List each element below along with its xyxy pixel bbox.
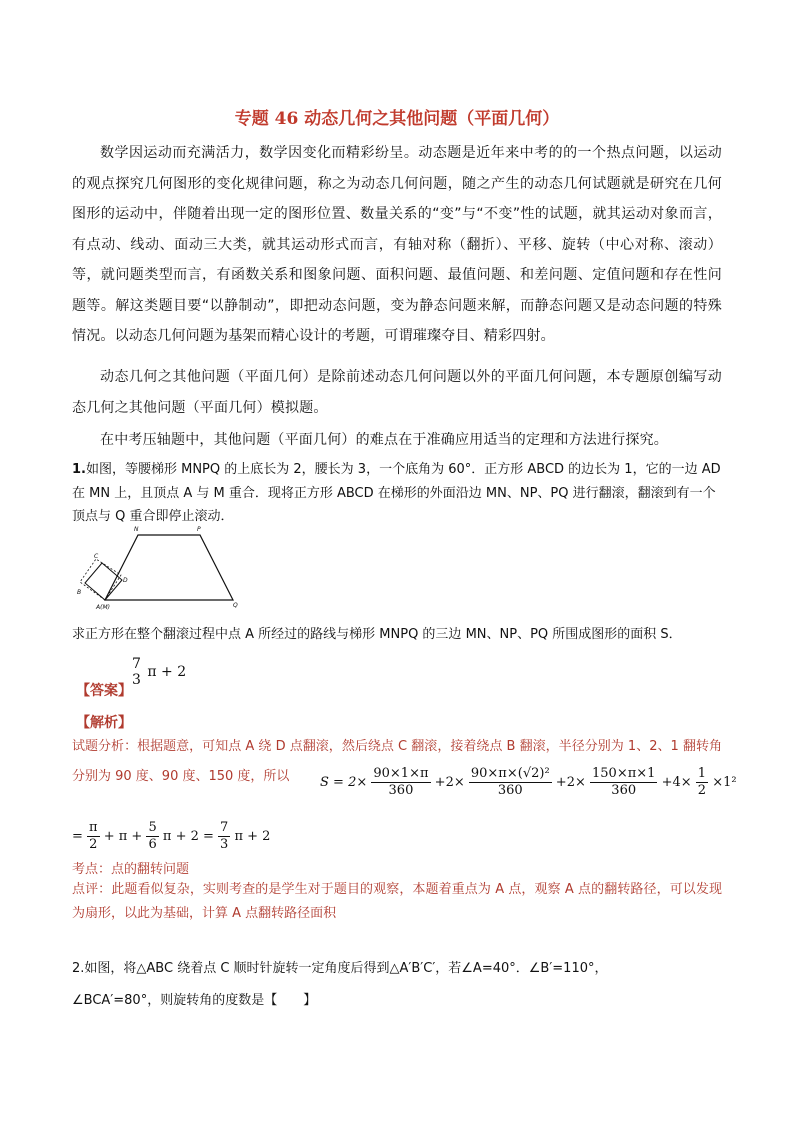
trapezoid-mnpq — [105, 535, 233, 600]
answer-den: 3 — [132, 672, 141, 688]
intro-paragraph-2: 动态几何之其他问题（平面几何）是除前述动态几何问题以外的平面几何问题，本专题原创编写动态几何之其他问题（平面几何）模拟题。 — [72, 369, 722, 416]
label-c: C — [94, 553, 99, 560]
answer-num: 7 — [132, 656, 141, 672]
page-title: 专题 46 动态几何之其他问题（平面几何） — [234, 109, 560, 129]
frac-1: $\frac{90\times 1\times\pi}{360}$ — [373, 766, 429, 798]
question-1-text — [72, 458, 722, 529]
intro-paragraph-1: 数学因运动而充满活力，数学因变化而精彩纷呈。动态题是近年来中考的的一个热点问题，以运动的观点探究几何图形的变化规律问题，称之为动态几何问题，随之产生的动态几何试题就是研究在几何图形的运动中，伴随着出现一定的图形位置、数量关系的“变”与“不变”性的试题，就其运动对象而言，有点动、线动、面动三大类，就其运动形式而言，有轴对称（翻折）、平移、旋转（中心对称、滚动）等，就问题类型而言，有函数关系和图象问题、面积问题、最值问题、和差问题、定值问题和存在性问题等。解这类题目要“以静制动”，即把动态问题，变为静态问题来解，而静态问题又是动态问题的特殊情况。以动态几何问题为基架而精心设计的考题，可谓璀璨夺目、精彩四射。 — [72, 145, 722, 344]
answer-label: 【答案】 — [76, 683, 132, 699]
label-d: D — [123, 577, 128, 584]
answer-expression — [130, 656, 186, 688]
kaodian: 考点：点的翻转问题 — [72, 862, 190, 877]
frac-2: $\frac{\text{90×π×(√2)²}}{360}$ — [470, 766, 550, 798]
analysis-label: 【解析】 — [76, 715, 132, 731]
label-am: A(M) — [96, 604, 110, 611]
dianping: 点评：此题看似复杂，实则考查的是学生对于题目的观察，本题着重点为 A 点，观察 A 点的翻转路径，可以发现为扇形，以此为基础，计算 A 点翻转路径面积 — [72, 882, 722, 921]
question-2-line-2: ∠BCA′=80°，则旋转角的度数是【 】 — [72, 993, 317, 1008]
question-1-body: 如图，等腰梯形 MNPQ 的上底长为 2，腰长为 3，一个底角为 60°．正方形 ABCD 的边长为 1，它的一边 AD 在 MN 上，且顶点 A 与 M 重合．现将正方形 ABCD 在梯形的外面沿边 MN、NP、PQ 进行翻滚，翻滚到有一个顶点与 Q 重合即停止滚动． — [72, 462, 721, 524]
answer-tail: π + 2 — [147, 664, 187, 680]
answer-fraction — [130, 656, 143, 688]
label-p: P — [197, 526, 201, 533]
question-1-ask: 求正方形在整个翻滚过程中点 A 所经过的路线与梯形 MNPQ 的三边 MN、NP、PQ 所围成图形的面积 S． — [72, 627, 682, 642]
label-n: N — [134, 526, 139, 533]
frac-4: $\frac{1}{2}$ — [697, 766, 707, 798]
label-q: Q — [233, 602, 238, 609]
trapezoid-figure — [74, 520, 244, 612]
intro-paragraph-3: 在中考压轴题中，其他问题（平面几何）的难点在于准确应用适当的定理和方法进行探究。 — [100, 432, 668, 448]
analysis-text: 试题分析：根据题意，可知点 A 绕 D 点翻滚，然后绕点 C 翻滚，接着绕点 B 翻滚，半径分别为 1、2、1 翻转角分别为 90 度、90 度、150 度，所以 — [72, 739, 722, 784]
formula-line-2: = $\frac{\pi}{2}$ + π + $\frac{5}{6}$ π + 2 = $\frac{7}{3}$ π + 2 — [72, 820, 271, 852]
question-2-line-1: 2.如图，将△ABC 绕着点 C 顺时针旋转一定角度后得到△A′B′C′，若∠A=40°．∠B′=110°， — [72, 961, 608, 976]
formula-s: S = 2× — [320, 775, 368, 790]
frac-3: $\frac{150\times\pi\times 1}{360}$ — [592, 766, 656, 798]
label-b: B — [77, 589, 82, 596]
question-1-number: 1. — [72, 462, 86, 477]
formula-line-1: S = 2× $\frac{90\times 1\times\pi}{360}$ +2× $\frac{\text{90×π×(√2)²}}{360}$ +2× $\frac{150\times\pi\times 1}{360}$ +4× $\frac{1}{2}$ ×1² — [320, 766, 737, 798]
